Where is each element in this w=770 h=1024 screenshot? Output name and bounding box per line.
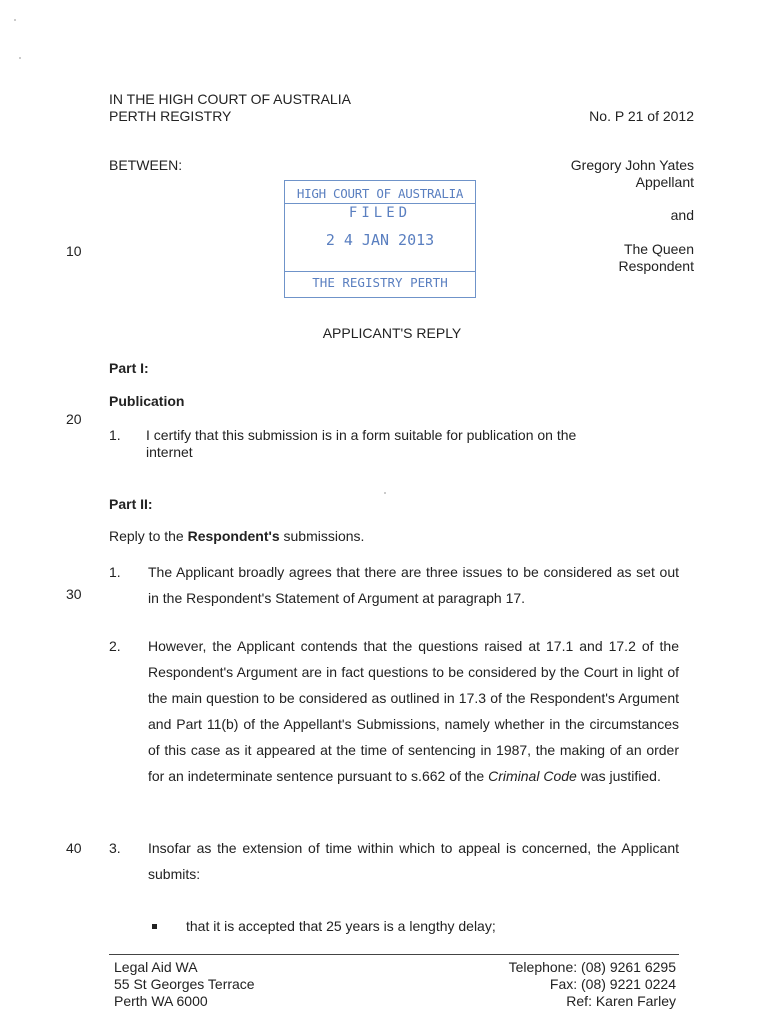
stamp-filed: FILED <box>348 205 412 221</box>
bullet-text: that it is accepted that 25 years is a lengthy delay; <box>186 918 496 934</box>
line-number: 30 <box>66 586 82 602</box>
court-name: IN THE HIGH COURT OF AUSTRALIA <box>109 91 351 107</box>
part1-heading: Part I: <box>109 360 149 376</box>
reply-intro-bold: Respondent's <box>187 528 280 544</box>
document-title: APPLICANT'S REPLY <box>322 325 462 341</box>
footer-fax: Fax: (08) 9221 0224 <box>549 976 676 992</box>
stamp-date: 2 4 JAN 2013 <box>325 231 435 249</box>
case-number: No. P 21 of 2012 <box>589 108 694 124</box>
scan-speck <box>384 492 386 494</box>
paragraph-2-text-end: was justified. <box>576 768 661 784</box>
paragraph-3: Insofar as the extension of time within which to appeal is concerned, the Applicant submits: <box>148 840 679 882</box>
footer-street: 55 St Georges Terrace <box>114 976 255 992</box>
line-number: 10 <box>66 243 82 259</box>
part2-heading: Part II: <box>109 496 153 512</box>
line-number: 20 <box>66 411 82 427</box>
appellant-name: Gregory John Yates <box>570 157 694 173</box>
reply-intro-prefix: Reply to the <box>109 528 188 544</box>
registry-name: PERTH REGISTRY <box>109 108 232 124</box>
footer-ref: Ref: Karen Farley <box>566 993 676 1009</box>
footer-city: Perth WA 6000 <box>114 993 208 1009</box>
paragraph-2 <box>148 633 679 789</box>
paragraph-number: 3. <box>109 840 121 856</box>
bullet-icon <box>152 924 157 929</box>
part1-item-text: internet <box>146 444 193 460</box>
criminal-code-italic: Criminal Code <box>488 768 577 784</box>
respondent-name: The Queen <box>623 241 694 257</box>
stamp-divider <box>285 203 475 204</box>
scan-speck <box>19 57 21 59</box>
appellant-role: Appellant <box>635 174 694 190</box>
paragraph-2-text: However, the Applicant contends that the questions raised at 17.1 and 17.2 of the Respondent's Argument are in fact questions to be considered by the Court in light of the main question to be considered as outlined in 17.3 of the Respondent's Argument and Part 11(b) of the Appellant's Submissions, namely whether in the circumstances of this case as it appeared at the time of sentencing in 1987, the making of an order for an indeterminate sentence pursuant to s.662 of the <box>148 638 679 784</box>
paragraph-number: 2. <box>109 638 121 654</box>
filed-stamp <box>284 180 476 298</box>
between-label: BETWEEN: <box>109 157 183 173</box>
footer-org: Legal Aid WA <box>114 959 198 975</box>
reply-intro <box>109 528 364 545</box>
publication-heading: Publication <box>109 393 185 409</box>
stamp-court: HIGH COURT OF AUSTRALIA <box>296 186 464 201</box>
part1-item-number: 1. <box>109 427 121 443</box>
footer-divider <box>109 954 679 955</box>
reply-intro-suffix: submissions. <box>279 528 365 544</box>
respondent-role: Respondent <box>618 258 694 274</box>
line-number: 40 <box>66 840 82 856</box>
stamp-registry: THE REGISTRY PERTH <box>312 275 448 290</box>
stamp-divider <box>285 271 475 272</box>
paragraph-1: The Applicant broadly agrees that there are three issues to be considered as set out in the Respondent's Statement of Argument at paragraph 17. <box>148 564 679 606</box>
and-label: and <box>670 207 694 223</box>
part1-item-text: I certify that this submission is in a form suitable for publication on the <box>146 427 577 443</box>
footer-telephone: Telephone: (08) 9261 6295 <box>508 959 676 975</box>
scan-speck <box>14 19 16 21</box>
paragraph-number: 1. <box>109 564 121 580</box>
